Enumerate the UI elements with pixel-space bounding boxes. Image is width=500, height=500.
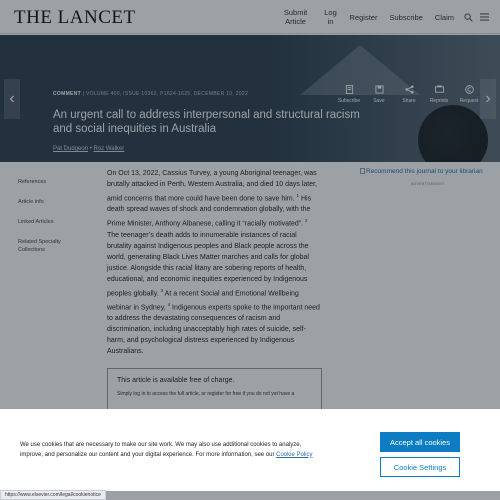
reference-link[interactable]: 4	[167, 301, 171, 307]
submit-article-link[interactable]: Submit Article	[283, 8, 308, 26]
prev-article-arrow-icon[interactable]: ‹	[4, 79, 20, 119]
advertisement-label: ADVERTISEMENT	[411, 182, 445, 186]
access-title: This article is available free of charge.	[117, 377, 235, 384]
reference-link[interactable]: 2	[305, 218, 308, 224]
article-title: An urgent call to address interpersonal and structural racism and social inequities in Australia	[53, 109, 360, 135]
issue-info[interactable]: VOLUME 400, ISSUE 10362, P1624-1625, DECEMBER 10, 2022	[85, 91, 249, 97]
recommend-journal-link[interactable]: Recommend this journal to your librarian	[360, 168, 483, 175]
register-link[interactable]: Register	[349, 12, 378, 22]
article-type: COMMENT	[53, 91, 81, 97]
author-list: Pat Dudgeon • Roz Walker	[53, 146, 125, 152]
accept-all-cookies-button[interactable]: Accept all cookies	[380, 432, 460, 452]
sidebar-item-article-info[interactable]: Article info	[18, 199, 44, 205]
reference-link[interactable]: 1	[296, 193, 300, 198]
request-action[interactable]: Request	[454, 85, 484, 104]
next-article-arrow-icon[interactable]: ›	[480, 79, 496, 119]
subscribe-action[interactable]: Subscribe	[334, 85, 364, 104]
share-action[interactable]: Share	[394, 85, 424, 104]
access-subtitle: Simply log in to access the full article, or register for free if you do not yet have a	[117, 391, 295, 397]
author-link[interactable]: Pat Dudgeon	[53, 146, 89, 152]
sidebar-item-linked-articles[interactable]: Linked Articles	[18, 219, 54, 225]
reprints-action[interactable]: Reprints	[424, 85, 454, 104]
lancet-logo[interactable]: THE LANCET	[14, 7, 136, 28]
save-action[interactable]: Save	[364, 85, 394, 104]
cookie-settings-button[interactable]: Cookie Settings	[380, 457, 460, 477]
article-body: On Oct 13, 2022, Cassius Turvey, a young Aboriginal teenager, was brutally attacked in Perth, Western Australia, and died 10 days later, amid concerns that more could have been done to save him. $^1$ His death spread waves of shock and condemnation globally, with the Prime Minister, Anthony Albanese, calling it “racially motivated”. $^2$ The teenager’s death adds to innumerable instances of racial brutality against Indigenous peoples and Black people across the world, generating Black Lives Matter marches and calls for global justice. Alongside this racial litany are sobering reports of health, educational, and economic inequities experienced by Indigenous peoples globally. $^3$ At a recent Social and Emotional Wellbeing webinar in Sydney, $^4$ Indigenous experts spoke to the important need to address the devastating consequences of racism and discrimination, including unacceptably high rates of suicide, self-harm, and psychological distress experienced by Indigenous Australians.	[107, 170, 320, 356]
sidebar-item-references[interactable]: References	[18, 179, 47, 185]
subscribe-link[interactable]: Subscribe	[389, 12, 423, 22]
article-meta: COMMENT | VOLUME 400, ISSUE 10362, P1624-1625, DECEMBER 10, 2022	[53, 91, 249, 97]
cookie-message: We use cookies that are necessary to make our site work. We may also use additional cookies to analyze, improve, and personalize our content and your digital experience. For more information, see our Cookie Policy	[20, 442, 313, 458]
reference-link[interactable]: 3	[160, 287, 164, 293]
claim-link[interactable]: Claim	[434, 12, 454, 22]
author-link[interactable]: Roz Walker	[93, 146, 125, 152]
cookie-policy-link[interactable]: Cookie Policy	[276, 451, 313, 458]
sidebar-item-specialty-collections[interactable]: Related Specialty Collections	[18, 239, 61, 253]
cookie-banner	[0, 409, 500, 491]
status-bar-url: https://www.elsevier.com/legal/cookienotice	[0, 490, 106, 500]
login-link[interactable]: Log in	[324, 8, 337, 26]
